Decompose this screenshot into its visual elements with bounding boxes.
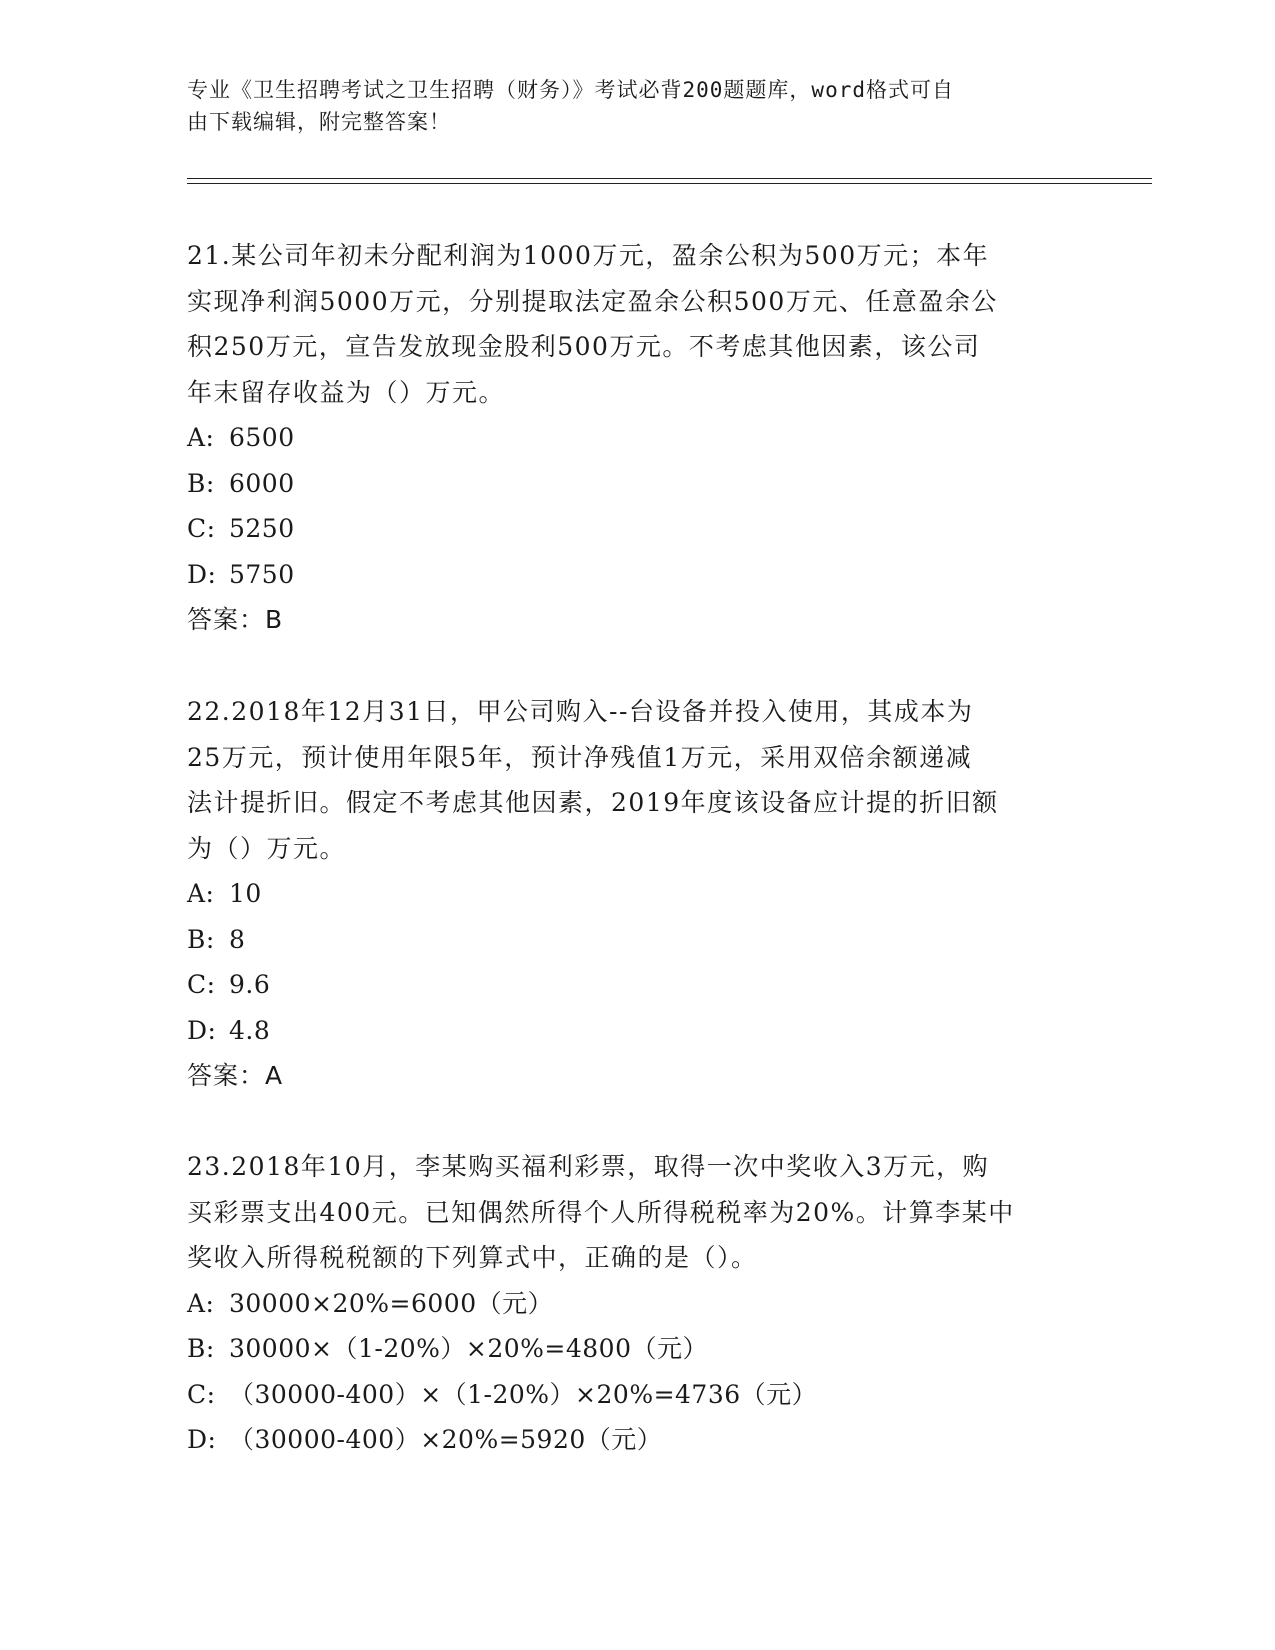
option-label: B: <box>187 468 215 498</box>
option-label: C: <box>187 514 216 543</box>
option-a <box>187 1281 1087 1327</box>
option-label: C: <box>187 970 216 999</box>
option-text: （30000-400）×20%=5920（元） <box>229 1425 663 1454</box>
question-21 <box>187 233 1087 643</box>
option-label: C: <box>187 1379 216 1409</box>
question-stem <box>187 689 1087 871</box>
option-label: B: <box>187 924 215 954</box>
option-a <box>187 415 1087 461</box>
option-text: 5750 <box>229 559 295 589</box>
header-line-1: 专业《卫生招聘考试之卫生招聘（财务）》考试必背200题题库，word格式可自 <box>187 78 954 102</box>
option-c <box>187 962 1087 1008</box>
question-stem <box>187 1144 1087 1281</box>
question-23 <box>187 1144 1087 1463</box>
option-label: A: <box>187 423 215 452</box>
document-header <box>187 74 1077 138</box>
header-line-2: 由下载编辑，附完整答案！ <box>187 110 451 134</box>
stem-line: 23.2018年10月，李某购买福利彩票，取得一次中奖收入3万元，购 <box>187 1152 990 1181</box>
option-label: D: <box>187 559 217 589</box>
stem-line: 22.2018年12月31日，甲公司购入--台设备并投入使用，其成本为 <box>187 697 974 726</box>
stem-line: 奖收入所得税税额的下列算式中，正确的是（）。 <box>187 1243 758 1272</box>
option-text: 5250 <box>229 514 295 543</box>
stem-line: 积250万元，宣告发放现金股利500万元。不考虑其他因素，该公司 <box>187 332 981 361</box>
stem-line: 25万元，预计使用年限5年，预计净残值1万元，采用双倍余额递减 <box>187 742 973 772</box>
option-d <box>187 1417 1087 1463</box>
option-text: （30000-400）×（1-20%）×20%=4736（元） <box>229 1379 818 1409</box>
option-text: 6500 <box>229 423 295 452</box>
option-b <box>187 917 1087 963</box>
option-c <box>187 506 1087 552</box>
stem-line: 为（）万元。 <box>187 833 347 863</box>
answer-line: 答案：B <box>187 605 284 634</box>
option-text: 30000×（1-20%）×20%=4800（元） <box>229 1334 708 1363</box>
question-stem <box>187 233 1087 415</box>
option-label: A: <box>187 879 215 908</box>
option-text: 8 <box>229 924 246 954</box>
option-label: D: <box>187 1015 217 1045</box>
option-b <box>187 1326 1087 1372</box>
option-b <box>187 461 1087 507</box>
stem-line: 实现净利润5000万元，分别提取法定盈余公积500万元、任意盈余公 <box>187 286 998 316</box>
option-text: 4.8 <box>229 1015 271 1045</box>
stem-line: 21.某公司年初未分配利润为1000万元，盈余公积为500万元；本年 <box>187 241 990 270</box>
option-d <box>187 552 1087 598</box>
option-text: 6000 <box>229 468 295 498</box>
option-label: B: <box>187 1334 215 1363</box>
answer-line: 答案：A <box>187 1061 284 1090</box>
option-label: A: <box>187 1288 215 1318</box>
option-text: 9.6 <box>229 970 271 999</box>
stem-line: 法计提折旧。假定不考虑其他因素，2019年度该设备应计提的折旧额 <box>187 788 999 817</box>
option-a <box>187 871 1087 917</box>
option-d <box>187 1008 1087 1054</box>
stem-line: 年末留存收益为（）万元。 <box>187 377 506 407</box>
stem-line: 买彩票支出400元。已知偶然所得个人所得税税率为20%。计算李某中 <box>187 1197 1015 1227</box>
option-text: 30000×20%=6000（元） <box>229 1288 554 1318</box>
question-22 <box>187 689 1087 1099</box>
option-text: 10 <box>229 879 262 908</box>
option-c <box>187 1372 1087 1418</box>
header-divider-bottom <box>187 183 1152 184</box>
header-divider-top <box>187 178 1152 179</box>
option-label: D: <box>187 1425 217 1454</box>
